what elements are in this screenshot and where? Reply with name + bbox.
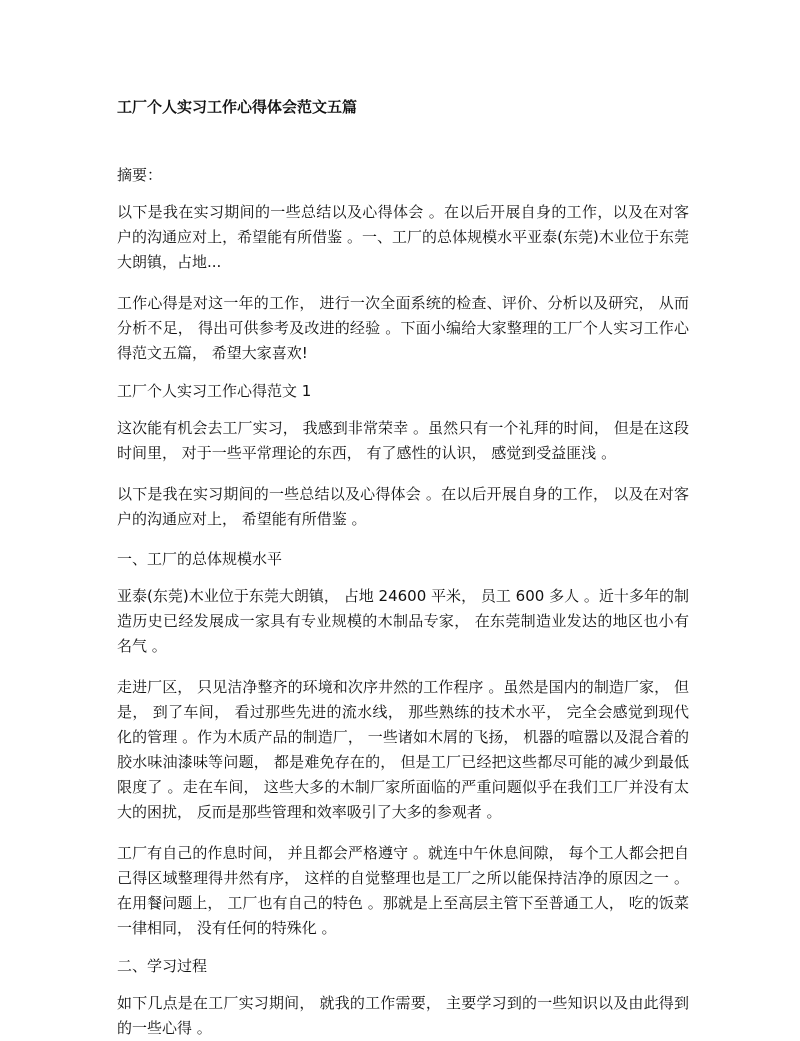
body-paragraph-summary: 以下是我在实习期间的一些总结以及心得体会 。在以后开展自身的工作， 以及在对客户的沟通应对上， 希望能有所借鉴 。 — [117, 485, 689, 528]
intro-paragraph: 工作心得是对这一年的工作， 进行一次全面系统的检查、评价、分析以及研究， 从而分析不足， 得出可供参考及改进的经验 。下面小编给大家整理的工厂个人实习工作心得范文五篇， 希望大家喜欢! — [117, 294, 689, 362]
section-heading-scale: 一、工厂的总体规模水平 — [117, 550, 283, 568]
abstract-paragraph: 以下是我在实习期间的一些总结以及心得体会 。在以后开展自身的工作，以及在对客户的沟通应对上，希望能有所借鉴 。一、工厂的总体规模水平亚泰(东莞)木业位于东莞大朗镇，占地... — [117, 203, 689, 271]
body-paragraph-learning: 如下几点是在工厂实习期间， 就我的工作需要， 主要学习到的一些知识以及由此得到的一些心得 。 — [117, 994, 689, 1037]
body-paragraph-factory: 走进厂区， 只见洁净整齐的环境和次序井然的工作程序 。虽然是国内的制造厂家， 但是， 到了车间， 看过那些先进的流水线， 那些熟练的技术水平， 完全会感觉到现代化的管理 。作为木质产品的制造厂， 一些诸如木屑的飞扬， 机器的喧嚣以及混合着的胶水味油漆味等问题， 都是难免存在的， 但是工厂已经把这些都尽可能的减少到最低限度了 。走在车间， 这些大多的木制厂家所面临的严重问题似乎在我们工厂并没有太大的困扰， 反而是那些管理和效率吸引了大多的参观者 。 — [117, 678, 689, 821]
document-title: 工厂个人实习工作心得体会范文五篇 — [117, 98, 358, 116]
body-paragraph-company: 亚泰(东莞)木业位于东莞大朗镇， 占地 24600 平米， 员工 600 多人 。近十多年的制造历史已经发展成一家具有专业规模的木制品专家， 在东莞制造业发达的地区也小有名气 。 — [117, 587, 689, 655]
document-page — [117, 96, 689, 1041]
body-paragraph-opportunity: 这次能有机会去工厂实习， 我感到非常荣幸 。虽然只有一个礼拜的时间， 但是在这段时间里， 对于一些平常理论的东西， 有了感性的认识， 感觉到受益匪浅 。 — [117, 419, 689, 462]
section-heading-sample-1: 工厂个人实习工作心得范文 1 — [117, 382, 312, 400]
abstract-label: 摘要： — [117, 166, 163, 184]
section-heading-learning: 二、学习过程 — [117, 957, 208, 975]
body-paragraph-schedule: 工厂有自己的作息时间， 并且都会严格遵守 。就连中午休息间隙， 每个工人都会把自己得区域整理得井然有序， 这样的自觉整理也是工厂之所以能保持洁净的原因之一 。在用餐问题上， 工厂也有自己的特色 。那就是上至高层主管下至普通工人， 吃的饭菜一律相同， 没有任何的特殊化 。 — [117, 844, 689, 937]
